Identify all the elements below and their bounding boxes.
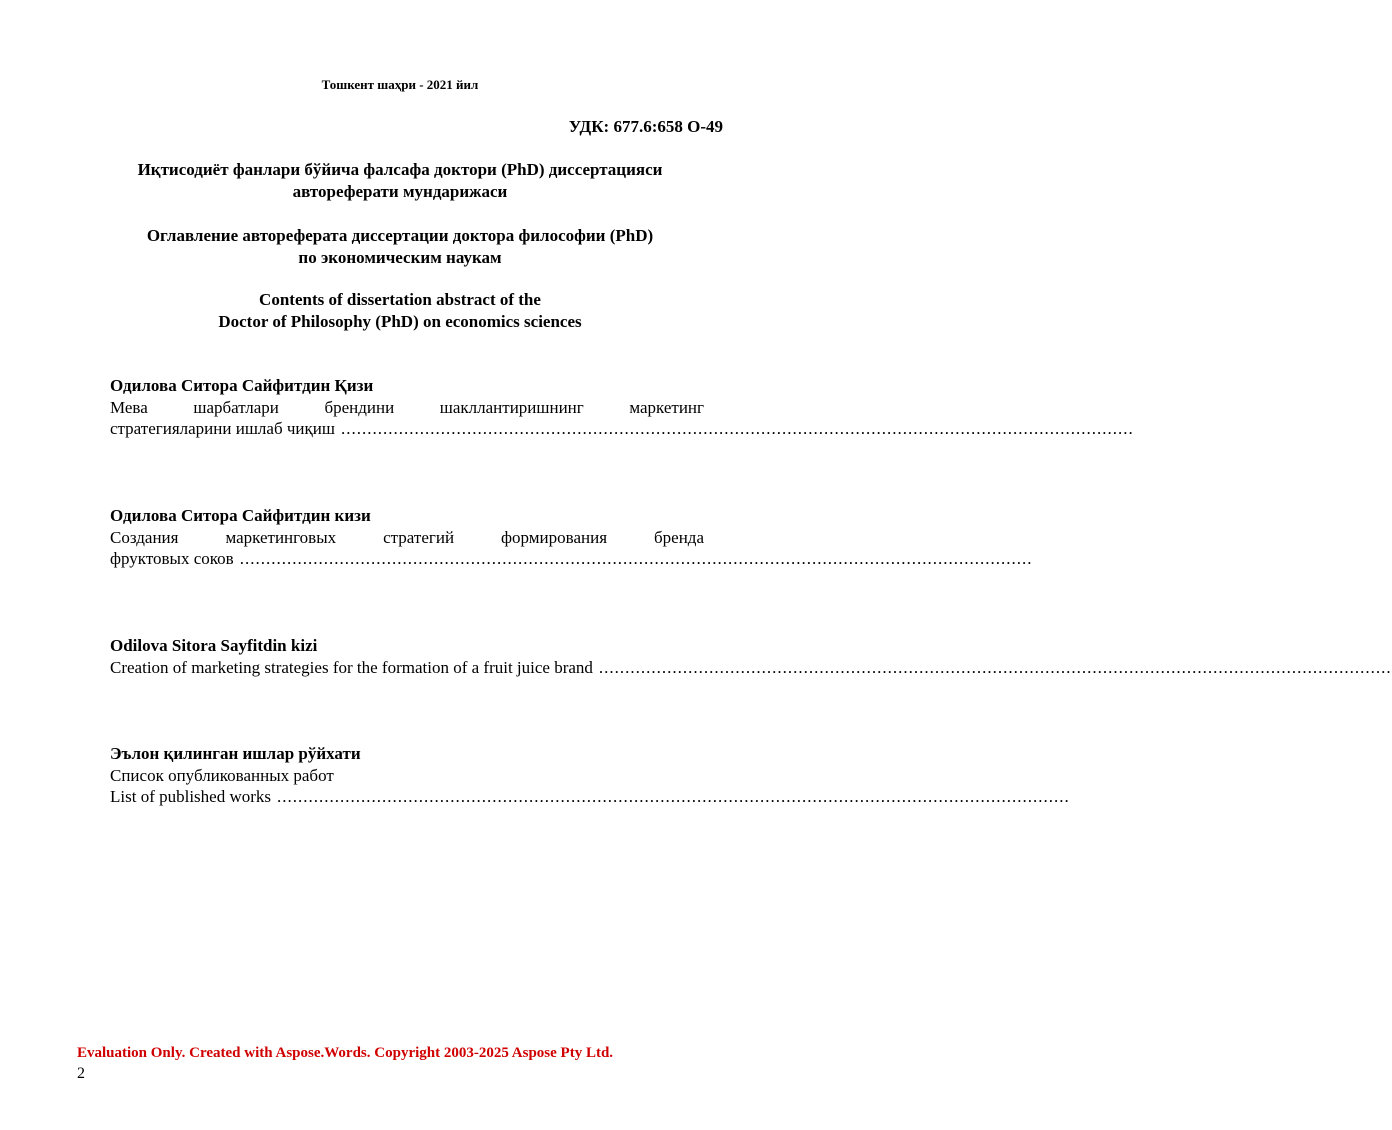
entry-author: Одилова Ситора Сайфитдин Қизи xyxy=(110,376,374,395)
entry-title-line1 xyxy=(110,657,1392,679)
title-english-line1: Contents of dissertation abstract of the xyxy=(259,290,541,309)
toc-entry-english xyxy=(110,635,1392,678)
toc-entry-russian xyxy=(110,505,1033,570)
dot-leader: ....................................................................................................................................................... xyxy=(239,549,1033,568)
entry-title-line2 xyxy=(110,418,1134,440)
entry-title-text: фруктовых соков xyxy=(110,549,234,568)
title-russian-line2: по экономическим наукам xyxy=(298,248,502,267)
dot-leader: ....................................................................................................................................................... xyxy=(598,657,1392,677)
title-english-line2: Doctor of Philosophy (PhD) on economics sciences xyxy=(218,312,582,331)
entry-title-line2 xyxy=(110,786,1070,808)
title-english xyxy=(0,289,800,333)
entry-author: Odilova Sitora Sayfitdin kizi xyxy=(110,636,318,655)
entry-title-text: List of published works xyxy=(110,787,272,806)
entry-title-line1: Мева шарбатлари брендини шакллантиришнинг маркетинг xyxy=(110,397,704,417)
entry-title-line2 xyxy=(110,548,1033,570)
entry-author: Эълон қилинган ишлар рўйхати xyxy=(110,744,361,763)
toc-entry-uzbek xyxy=(110,375,1134,440)
entry-title-text: стратегияларини ишлаб чиқиш xyxy=(110,419,335,438)
evaluation-watermark: Evaluation Only. Created with Aspose.Words. Copyright 2003-2025 Aspose Pty Ltd. xyxy=(77,1045,614,1061)
entry-title-line1: Создания маркетинговых стратегий формирования бренда xyxy=(110,527,704,547)
dot-leader: ....................................................................................................................................................... xyxy=(340,419,1134,438)
title-uzbek-line1: Иқтисодиёт фанлари бўйича фалсафа доктори (PhD) диссертацияси xyxy=(137,160,663,179)
city-year: Тошкент шаҳри - 2021 йил xyxy=(321,77,479,92)
title-russian-line1: Оглавление автореферата диссертации доктора философии (PhD) xyxy=(146,226,654,245)
title-uzbek-line2: автореферати мундарижаси xyxy=(292,182,508,201)
title-uzbek xyxy=(0,159,800,203)
entry-title-line1: Список опубликованных работ xyxy=(110,765,334,785)
dot-leader: ....................................................................................................................................................... xyxy=(277,787,1070,806)
entry-title-text: Creation of marketing strategies for the formation of a fruit juice brand xyxy=(110,657,593,677)
page-number: 2 xyxy=(77,1065,85,1082)
toc-entry-published-works xyxy=(110,743,1070,808)
entry-author: Одилова Ситора Сайфитдин кизи xyxy=(110,506,371,525)
udk-code: УДК: 677.6:658 О-49 xyxy=(568,117,723,136)
title-russian xyxy=(0,225,800,269)
